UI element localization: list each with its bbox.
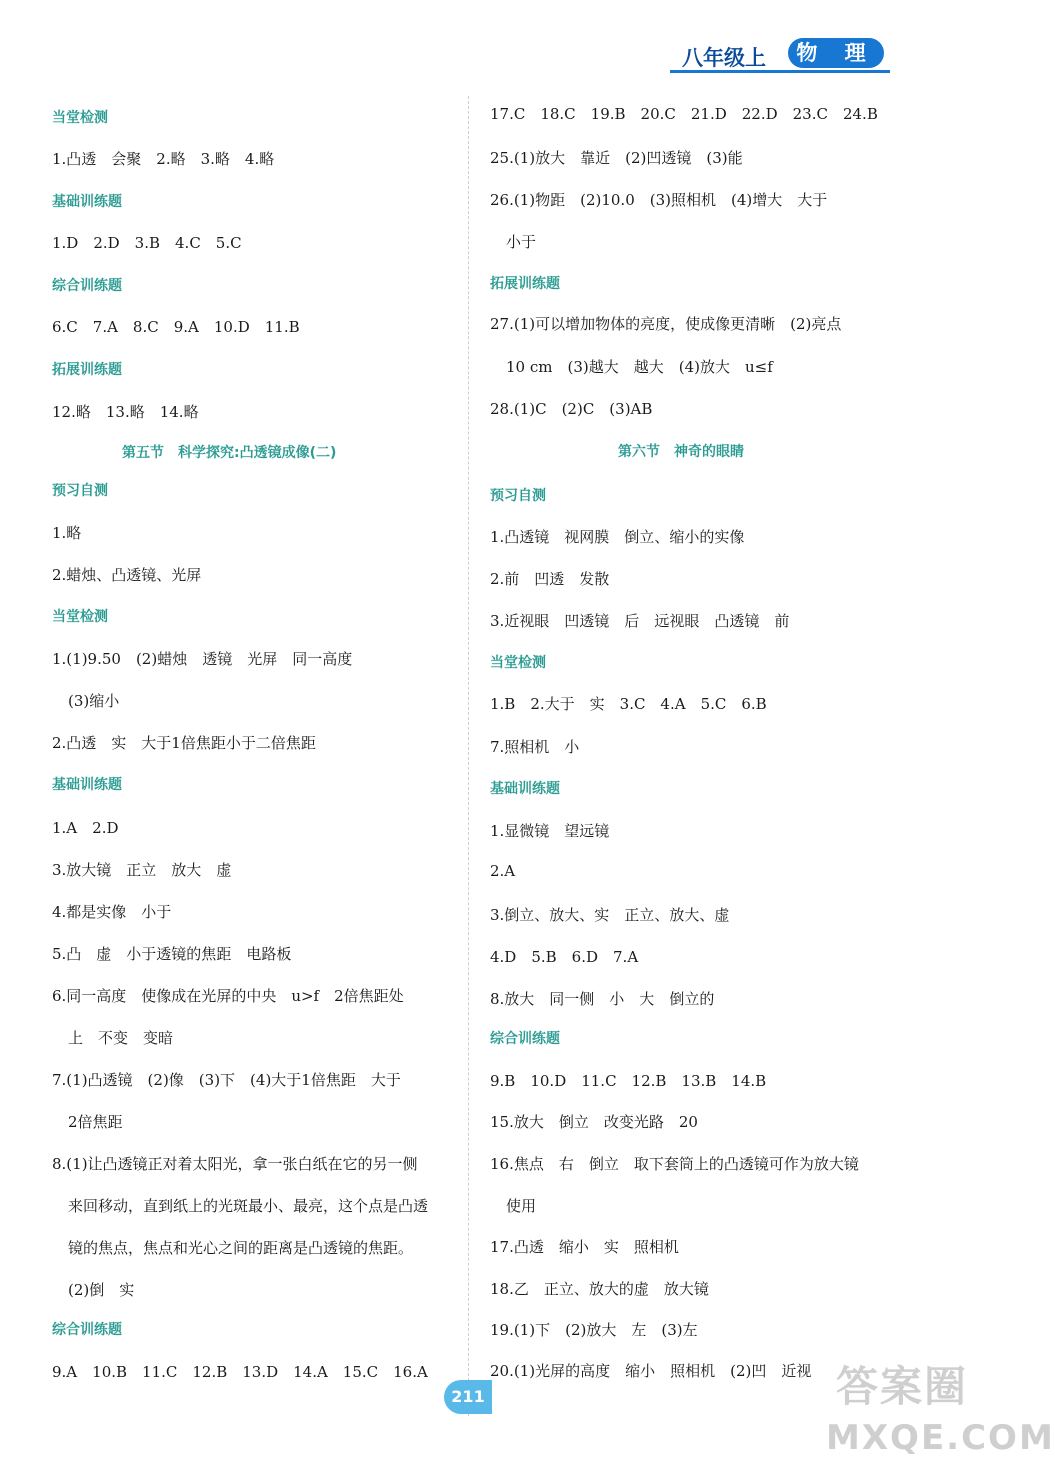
right-answer-line: 2.前 凹透 发散: [490, 570, 610, 588]
left-answer-line: 1.略: [52, 524, 82, 542]
watermark: [820, 1352, 1055, 1472]
left-answer-continuation: (2)倒 实: [68, 1281, 135, 1299]
right-section-title: 第六节 神奇的眼睛: [618, 444, 744, 460]
right-answer-line: 9.B 10.D 11.C 12.B 13.B 14.B: [490, 1072, 767, 1090]
right-answer-line: 3.近视眼 凹透镜 后 远视眼 凸透镜 前: [490, 612, 790, 630]
right-answer-line: 18.乙 正立、放大的虚 放大镜: [490, 1280, 709, 1298]
right-answer-line: 1.凸透镜 视网膜 倒立、缩小的实像: [490, 528, 745, 546]
left-answer-line: 2.蜡烛、凸透镜、光屏: [52, 566, 202, 584]
left-answer-line: 1.D 2.D 3.B 4.C 5.C: [52, 234, 242, 252]
right-answer-line: 25.(1)放大 靠近 (2)凹透镜 (3)能: [490, 149, 743, 167]
left-section-title: 第五节 科学探究:凸透镜成像(二): [122, 445, 337, 461]
left-answer-line: 6.C 7.A 8.C 9.A 10.D 11.B: [52, 318, 300, 336]
left-answer-line: 5.凸 虚 小于透镜的焦距 电路板: [52, 945, 292, 963]
watermark-text: 答案圈: [836, 1362, 969, 1411]
right-answer-continuation: 使用: [506, 1197, 537, 1215]
right-answer-continuation: 小于: [506, 233, 537, 251]
right-answer-line: 1.显微镜 望远镜: [490, 822, 610, 840]
right-answer-line: 7.照相机 小: [490, 738, 580, 756]
right-answer-line: 27.(1)可以增加物体的亮度，使成像更清晰 (2)亮点: [490, 315, 842, 333]
right-answer-line: 17.C 18.C 19.B 20.C 21.D 22.D 23.C 24.B: [490, 105, 878, 123]
right-answer-continuation: 10 cm (3)越大 越大 (4)放大 u≤f: [506, 358, 773, 376]
left-answer-line: 4.都是实像 小于: [52, 903, 172, 921]
left-subsection-heading: 当堂检测: [52, 609, 108, 625]
right-answer-line: 20.(1)光屏的高度 缩小 照相机 (2)凹 近视: [490, 1362, 812, 1380]
left-subsection-heading: 当堂检测: [52, 110, 108, 126]
left-answer-line: 2.凸透 实 大于1倍焦距小于二倍焦距: [52, 734, 316, 752]
right-answer-line: 8.放大 同一侧 小 大 倒立的: [490, 990, 715, 1008]
right-subsection-heading: 基础训练题: [490, 781, 560, 797]
column-divider: [468, 96, 469, 1416]
right-answer-line: 2.A: [490, 862, 516, 880]
left-answer-continuation: 上 不变 变暗: [68, 1029, 174, 1047]
right-subsection-heading: 拓展训练题: [490, 276, 560, 292]
header-underline: [670, 70, 890, 73]
left-answer-continuation: 镜的焦点，焦点和光心之间的距离是凸透镜的焦距。: [68, 1239, 414, 1257]
subject-badge: 物 理: [788, 38, 884, 68]
right-subsection-heading: 预习自测: [490, 488, 546, 504]
right-answer-line: 19.(1)下 (2)放大 左 (3)左: [490, 1321, 698, 1339]
right-answer-line: 17.凸透 缩小 实 照相机: [490, 1238, 679, 1256]
left-subsection-heading: 基础训练题: [52, 194, 122, 210]
right-answer-line: 16.焦点 右 倒立 取下套筒上的凸透镜可作为放大镜: [490, 1155, 859, 1173]
left-answer-line: 1.A 2.D: [52, 819, 119, 837]
left-answer-continuation: 来回移动，直到纸上的光斑最小、最亮，这个点是凸透: [68, 1197, 429, 1215]
left-subsection-heading: 拓展训练题: [52, 362, 122, 378]
left-answer-line: 7.(1)凸透镜 (2)像 (3)下 (4)大于1倍焦距 大于: [52, 1071, 401, 1089]
left-subsection-heading: 综合训练题: [52, 278, 122, 294]
grade-label: 八年级上: [682, 45, 766, 70]
right-answer-line: 15.放大 倒立 改变光路 20: [490, 1113, 698, 1131]
left-answer-line: 12.略 13.略 14.略: [52, 403, 199, 421]
right-answer-line: 3.倒立、放大、实 正立、放大、虚: [490, 906, 730, 924]
left-answer-line: 8.(1)让凸透镜正对着太阳光，拿一张白纸在它的另一侧: [52, 1155, 418, 1173]
left-answer-line: 1.凸透 会聚 2.略 3.略 4.略: [52, 150, 275, 168]
right-subsection-heading: 综合训练题: [490, 1031, 560, 1047]
left-answer-line: 3.放大镜 正立 放大 虚: [52, 861, 232, 879]
right-subsection-heading: 当堂检测: [490, 655, 546, 671]
right-answer-line: 4.D 5.B 6.D 7.A: [490, 948, 639, 966]
page-number: 211: [444, 1380, 492, 1414]
right-answer-line: 1.B 2.大于 实 3.C 4.A 5.C 6.B: [490, 695, 767, 713]
left-answer-line: 9.A 10.B 11.C 12.B 13.D 14.A 15.C 16.A: [52, 1363, 428, 1381]
right-answer-line: 26.(1)物距 (2)10.0 (3)照相机 (4)增大 大于: [490, 191, 828, 209]
left-subsection-heading: 基础训练题: [52, 777, 122, 793]
watermark-url: MXQE.COM: [826, 1418, 1055, 1458]
left-answer-line: 1.(1)9.50 (2)蜡烛 透镜 光屏 同一高度: [52, 650, 353, 668]
page-header: [660, 36, 890, 78]
right-answer-line: 28.(1)C (2)C (3)AB: [490, 400, 653, 418]
left-subsection-heading: 综合训练题: [52, 1322, 122, 1338]
left-answer-continuation: (3)缩小: [68, 692, 120, 710]
left-answer-continuation: 2倍焦距: [68, 1113, 123, 1131]
left-subsection-heading: 预习自测: [52, 483, 108, 499]
left-answer-line: 6.同一高度 使像成在光屏的中央 u>f 2倍焦距处: [52, 987, 404, 1005]
